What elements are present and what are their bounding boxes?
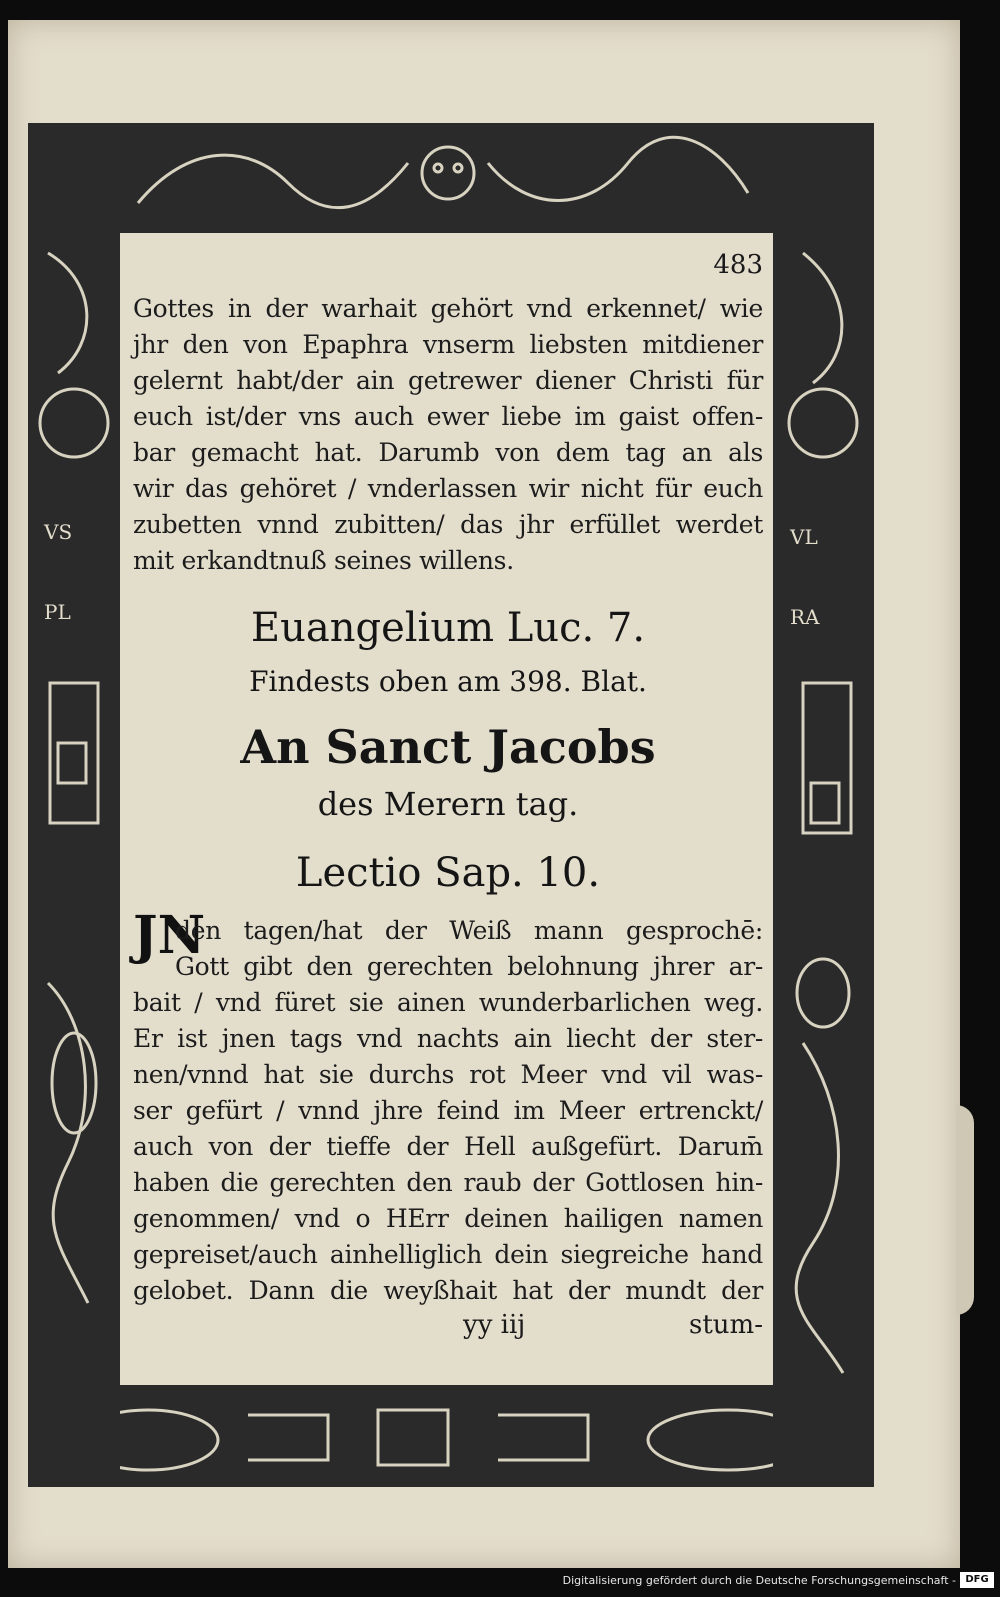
gospel-heading: Euangelium Luc. 7. [250, 605, 646, 651]
epistle-line: jhr den von Epaphra vnserm liebsten mitdiener [133, 330, 763, 359]
woodcut-border-bottom [28, 1385, 874, 1487]
epistle-line: gelernt habt/der ain getrewer diener Christi für [133, 366, 763, 395]
text-block [133, 250, 763, 1375]
woodcut-border-left [28, 123, 120, 1487]
epistle-line: Gottes in der warhait gehört vnd erkennet/ wie [133, 294, 763, 323]
border-motto: VL [790, 525, 818, 549]
lesson-line: gepreiset/auch ainhelliglich dein siegreiche hand [133, 1240, 763, 1269]
folio-number: 483 [713, 250, 763, 280]
lesson-line: nen/vnnd hat sie durchs rot Meer vnd vil was- [133, 1060, 763, 1089]
drop-capital: JN [133, 905, 206, 966]
feast-title-subline: des Merern tag. [317, 785, 579, 823]
lesson-line: Gott gibt den gerechten belohnung jhrer ar- [175, 952, 763, 981]
border-motto: VS [44, 520, 73, 544]
lesson-heading: Lectio Sap. 10. [295, 850, 601, 896]
epistle-line: bar gemacht hat. Darumb von dem tag an als [133, 438, 763, 467]
epistle-line: zubetten vnnd zubitten/ das jhr erfüllet werdet [133, 510, 763, 539]
epistle-line: wir das gehöret / vnderlassen wir nicht für euch [133, 474, 763, 503]
epistle-line: euch ist/der vns auch ewer liebe im gaist offen- [133, 402, 763, 431]
lesson-line: ser gefürt / vnnd jhre feind im Meer ertrenckt/ [133, 1096, 763, 1125]
signature-mark: yy iij [463, 1310, 526, 1340]
woodcut-border-right [773, 123, 874, 1487]
page-edge [956, 1105, 974, 1315]
lesson-line: bait / vnd füret sie ainen wunderbarlichen weg. [133, 988, 763, 1017]
woodcut-border-top [28, 123, 874, 233]
catchword: stum- [689, 1310, 763, 1340]
lesson-line: haben die gerechten den raub der Gottlosen hin- [133, 1168, 763, 1197]
border-motto: RA [790, 605, 820, 629]
dfg-logo: DFG [960, 1572, 994, 1588]
lesson-line: auch von der tieffe der Hell außgefürt. Darum̄ [133, 1132, 763, 1161]
lesson-line: Er ist jnen tags vnd nachts ain liecht der ster- [133, 1024, 763, 1053]
lesson-line: genommen/ vnd o HErr deinen hailigen namen [133, 1204, 763, 1233]
lesson-line: den tagen/hat der Weiß mann gesprochē: [175, 916, 763, 945]
epistle-line: mit erkandtnuß seines willens. [133, 546, 514, 575]
border-motto: PL [44, 600, 71, 624]
digitization-credit: Digitalisierung gefördert durch die Deutsche Forschungsgemeinschaft - [562, 1574, 956, 1587]
book-page [8, 20, 960, 1568]
feast-title: An Sanct Jacobs [240, 720, 656, 774]
lesson-line: gelobet. Dann die weyßhait hat der mundt der [133, 1276, 763, 1305]
gospel-reference: Findests oben am 398. Blat. [249, 665, 647, 698]
